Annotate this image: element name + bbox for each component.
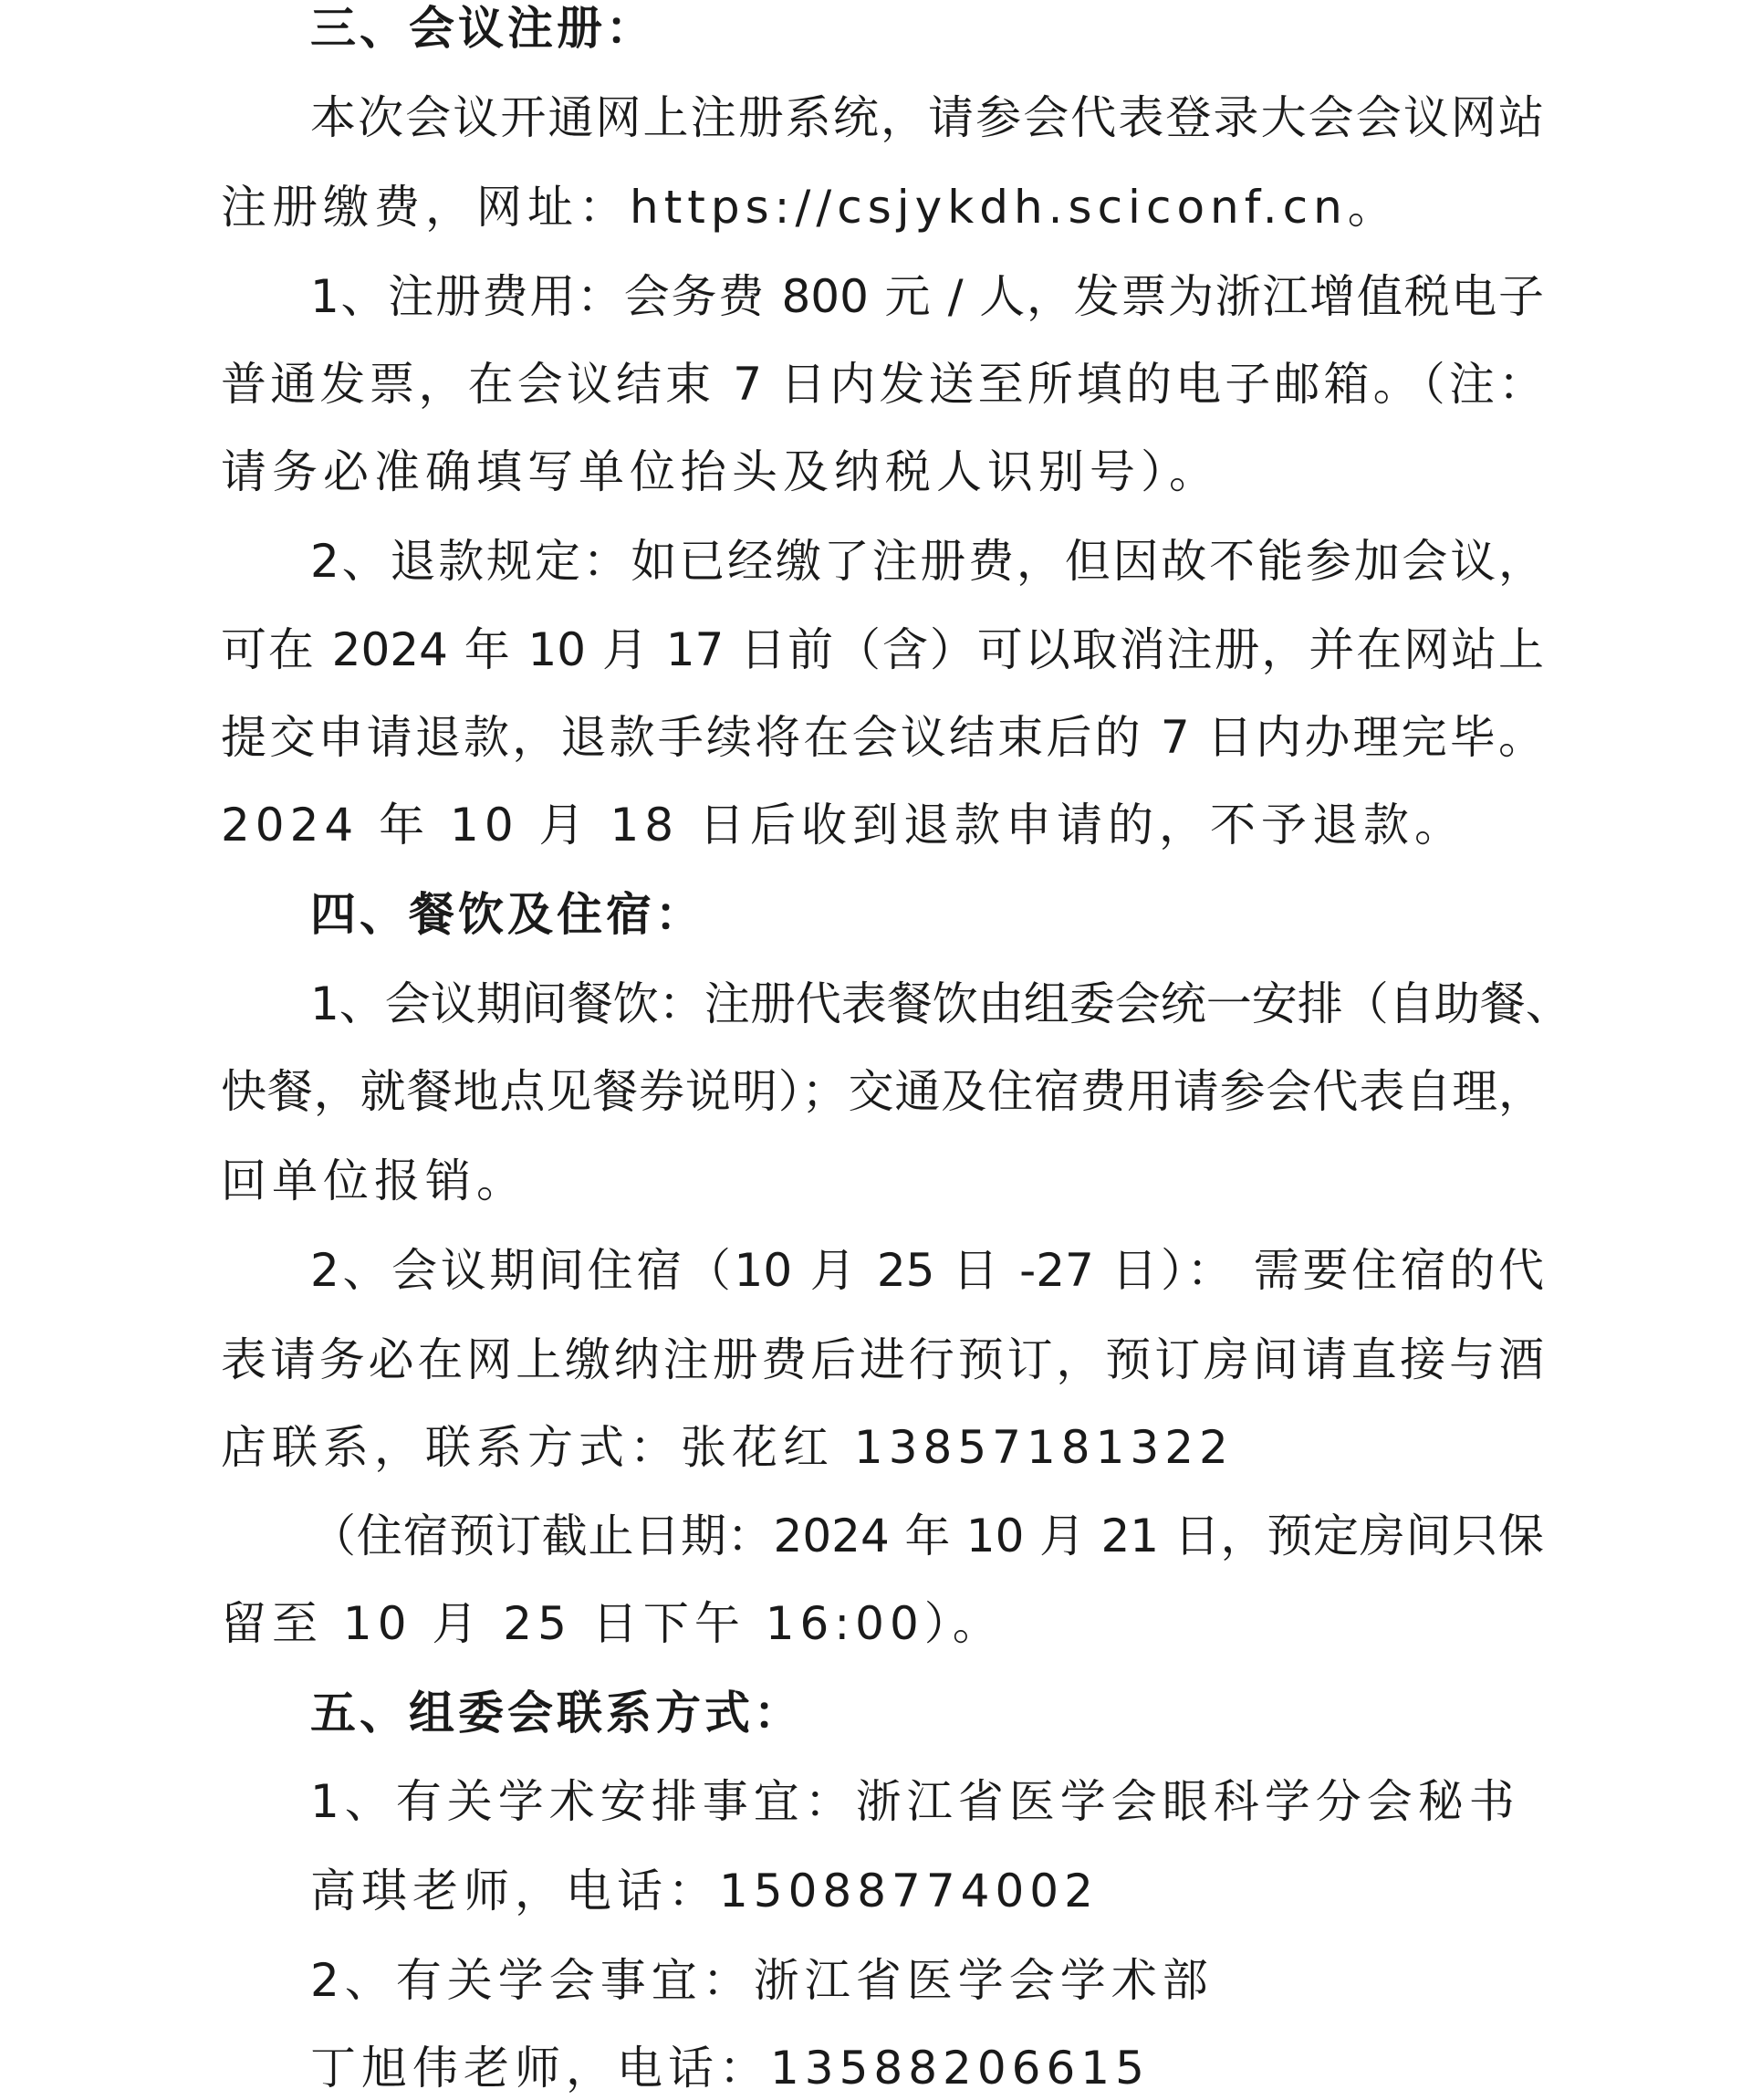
- section-heading-contact: 五、组委会联系方式：: [310, 1687, 803, 1740]
- paragraph-line: 回单位报销。: [221, 1154, 527, 1207]
- paragraph-line: 店联系，联系方式：张花红 13857181322: [221, 1421, 1234, 1474]
- contact-line: 1、有关学术安排事宜：浙江省医学会眼科学分会秘书: [310, 1775, 1520, 1828]
- paragraph-line: 2、会议期间住宿（10 月 25 日 -27 日）： 需要住宿的代: [310, 1244, 1544, 1297]
- contact-line: 高琪老师，电话：15088774002: [310, 1865, 1099, 1917]
- paragraph-line: 请务必准确填写单位抬头及纳税人识别号）。: [221, 445, 1220, 498]
- paragraph-line: 2024 年 10 月 18 日后收到退款申请的，不予退款。: [221, 799, 1465, 851]
- contact-line: 2、有关学会事宜：浙江省医学会学术部: [310, 1954, 1214, 2007]
- section-heading-catering-lodging: 四、餐饮及住宿：: [310, 888, 704, 941]
- paragraph-line: 快餐，就餐地点见餐券说明）；交通及住宿费用请参会代表自理，: [221, 1065, 1544, 1118]
- paragraph-line: 2、退款规定：如已经缴了注册费，但因故不能参加会议，: [310, 535, 1544, 588]
- paragraph-line: 注册缴费，网址：https://csjykdh.sciconf.cn。: [221, 181, 1399, 234]
- paragraph-line: 普通发票，在会议结束 7 日内发送至所填的电子邮箱。（注：: [221, 358, 1544, 411]
- contact-line: 丁旭伟老师，电话：13588206615: [310, 2042, 1150, 2095]
- paragraph-line: 表请务必在网上缴纳注册费后进行预订，预订房间请直接与酒: [221, 1333, 1544, 1386]
- paragraph-line: （住宿预订截止日期：2024 年 10 月 21 日，预定房间只保: [310, 1510, 1544, 1562]
- paragraph-line: 1、会议期间餐饮：注册代表餐饮由组委会统一安排（自助餐、: [310, 977, 1571, 1030]
- paragraph-line: 1、注册费用：会务费 800 元 / 人，发票为浙江增值税电子: [310, 270, 1544, 323]
- section-heading-registration: 三、会议注册：: [310, 2, 655, 55]
- paragraph-line: 可在 2024 年 10 月 17 日前（含）可以取消注册，并在网站上: [221, 623, 1544, 676]
- paragraph-line: 本次会议开通网上注册系统，请参会代表登录大会会议网站: [310, 91, 1544, 144]
- paragraph-line: 留至 10 月 25 日下午 16:00）。: [221, 1597, 1004, 1650]
- paragraph-line: 提交申请退款，退款手续将在会议结束后的 7 日内办理完毕。: [221, 711, 1544, 764]
